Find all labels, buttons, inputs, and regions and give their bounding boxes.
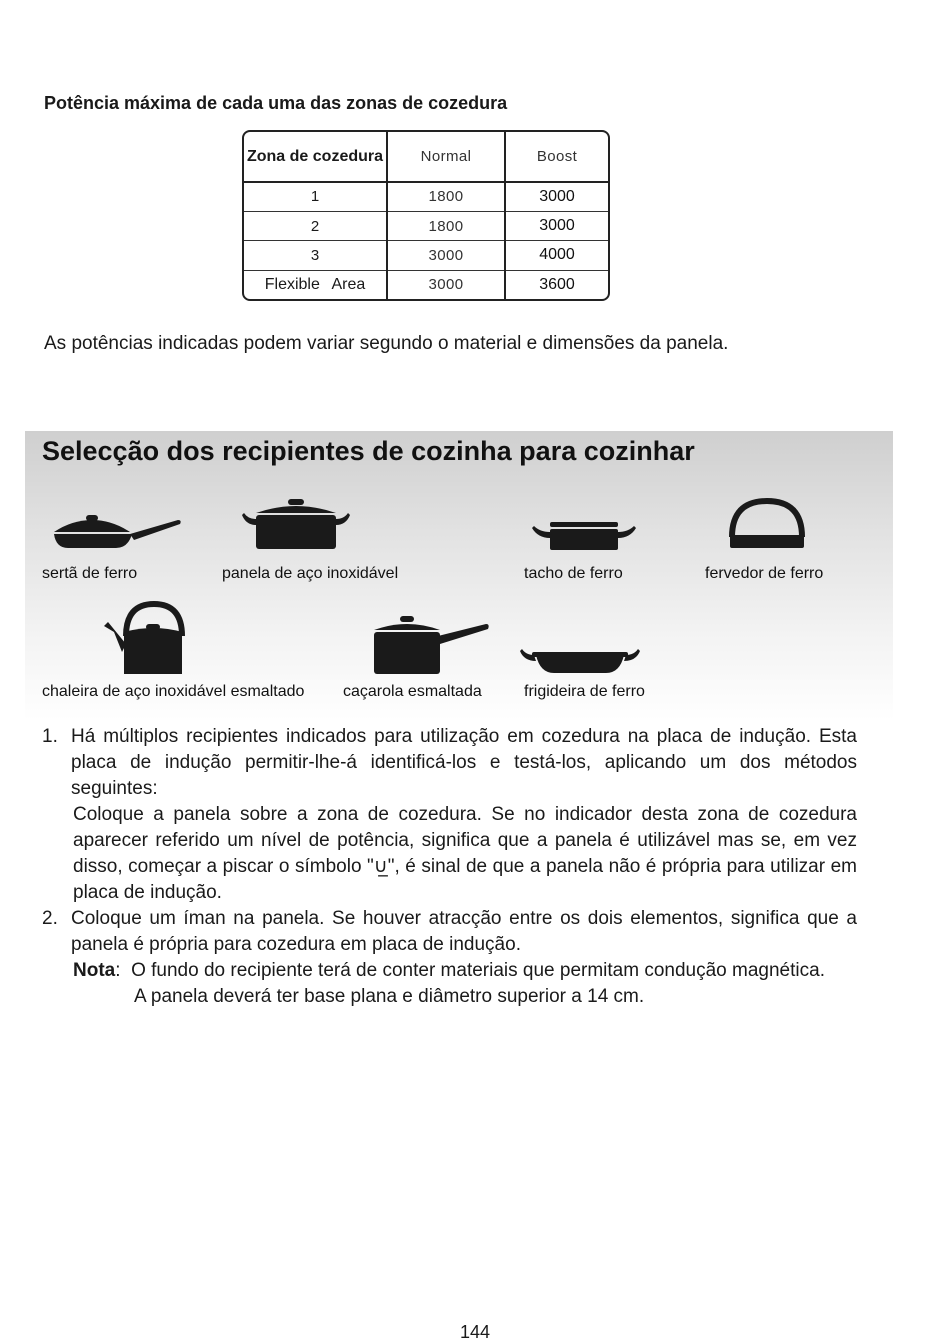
cookware-label: panela de aço inoxidável — [222, 565, 399, 582]
cookware-label: tacho de ferro — [524, 565, 623, 582]
table-cell-zone: 2 — [244, 211, 387, 240]
note-label: Nota — [73, 960, 116, 981]
shallow-pot-icon — [532, 520, 636, 552]
page-number: 144 — [459, 1322, 491, 1342]
table-cell-boost: 3000 — [505, 211, 608, 240]
table-cell-normal: 1800 — [387, 211, 505, 240]
note-text: O fundo do recipiente terá de conter materiais que permitam condução magnética. — [131, 960, 825, 981]
table-cell-normal: 1800 — [387, 182, 505, 212]
table-header-normal: Normal — [387, 132, 505, 182]
list-item-text: Há múltiplos recipientes indicados para utilização em cozedura na placa de indução. Esta placa de indução permitir-lhe-á identificá-los e testá-los, aplicando um dos métodos seguintes: — [71, 726, 857, 799]
saucepan-icon — [372, 614, 490, 676]
cookware-label: sertã de ferro — [42, 565, 138, 582]
table-row — [244, 182, 608, 212]
table-row — [244, 211, 608, 240]
frying-pan-icon — [52, 512, 182, 552]
note-text-continued: A panela deverá ter base plana e diâmetro superior a 14 cm. — [134, 986, 645, 1007]
cookware-label: frigideira de ferro — [524, 683, 645, 700]
cookware-label: chaleira de aço inoxidável esmaltado — [42, 683, 305, 700]
dome-pot-icon — [728, 497, 806, 550]
stock-pot-icon — [242, 499, 350, 551]
cookware-label: fervedor de ferro — [705, 565, 824, 582]
table-cell-normal: 3000 — [387, 241, 505, 270]
table-cell-normal: 3000 — [387, 270, 505, 299]
list-item — [42, 906, 857, 958]
table-cell-boost: 3600 — [505, 270, 608, 299]
instructions-list — [42, 724, 857, 1010]
table-cell-boost: 3000 — [539, 187, 575, 205]
power-table — [242, 130, 610, 301]
list-number: 2. — [42, 908, 58, 929]
note-paragraph: Nota: O fundo do recipiente terá de conter materiais que permitam condução magnética. — [73, 960, 825, 981]
table-cell-boost: 4000 — [505, 241, 608, 270]
kettle-icon — [104, 600, 186, 676]
table-cell-zone: 1 — [310, 188, 320, 206]
list-item-text: Coloque um íman na panela. Se houver atracção entre os dois elementos, significa que a panela é própria para cozedura em placa de indução. — [71, 908, 857, 955]
cookware-label: caçarola esmaltada — [343, 683, 482, 700]
table-row — [244, 241, 608, 270]
table-header-boost: Boost — [505, 132, 608, 182]
table-header-zone: Zona de cozedura — [244, 132, 387, 182]
griddle-pan-icon — [520, 647, 640, 677]
power-note: As potências indicadas podem variar segundo o material e dimensões da panela. — [44, 333, 729, 354]
section-title-cookware: Selecção dos recipientes de cozinha para cozinhar — [42, 436, 695, 466]
table-row — [244, 270, 608, 299]
table-cell-zone: Flexible Area — [244, 270, 387, 299]
list-item-detail: Coloque a panela sobre a zona de cozedura. Se no indicador desta zona de cozedura aparecer referido um nível de potência, significa que a panela é utilizável mas se, em vez disso, começar a piscar o símbolo "∪̲", é sinal de que a panela não é própria para utilizar em placa de indução. — [73, 804, 857, 903]
list-number: 1. — [42, 726, 58, 747]
table-cell-zone: 3 — [244, 241, 387, 270]
list-item — [42, 724, 857, 802]
section-heading-power: Potência máxima de cada uma das zonas de cozedura — [44, 93, 508, 113]
